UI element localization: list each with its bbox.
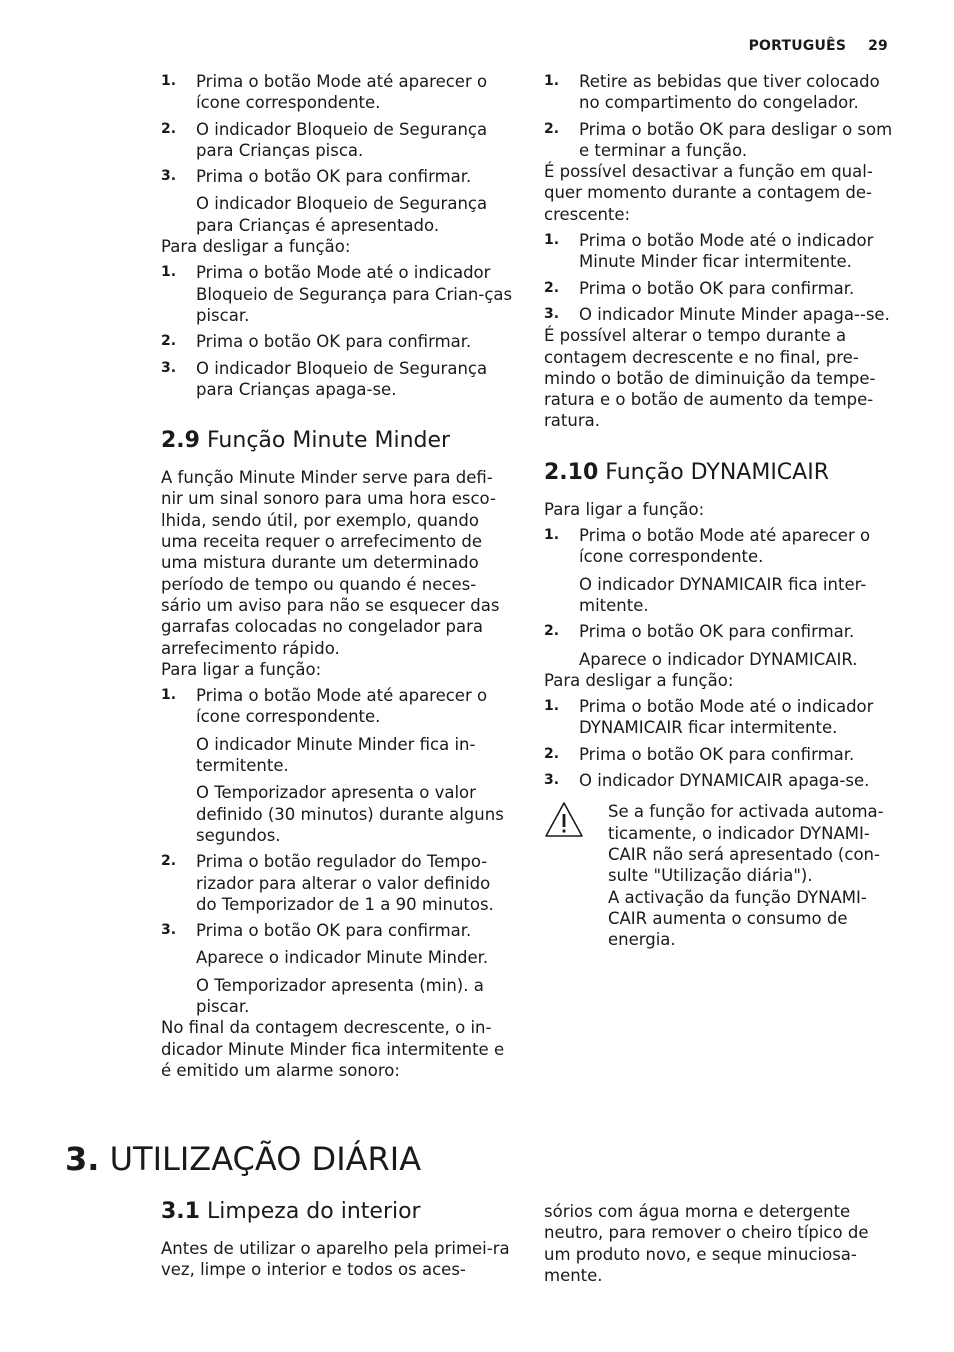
chapter-title: 3. UTILIZAÇÃO DIÁRIA	[65, 1140, 422, 1178]
left-column	[161, 71, 513, 1081]
list-item-note: O indicador DYNAMICAIR fica inter-mitente.	[579, 574, 867, 615]
paragraph: sórios com água morna e detergente neutro, para remover o cheiro típico de um produto novo, e seque minuciosa-mente.	[544, 1202, 869, 1285]
warning-text: A activação da função DYNAMI-CAIR aumenta o consumo de energia.	[608, 887, 867, 950]
paragraph: A função Minute Minder serve para defi-nir um sinal sonoro para uma hora esco-lhida, sendo útil, por exemplo, quando uma receita requer o arrefecimento de uma mistura durante um determinado período de tempo ou quando é neces-sário um aviso para não se esquecer das garrafas colocadas no congelador para arrefecimento rápido.	[161, 468, 500, 658]
list-item: 2. O indicador Bloqueio de Segurança para Crianças pisca.	[161, 119, 488, 160]
list-item: 1. Prima o botão Mode até o indicador Bloqueio de Segurança para Crian-ças piscar.	[161, 263, 513, 325]
page-number: 29	[868, 38, 888, 54]
list-item: 2. Prima o botão OK para confirmar.	[544, 278, 855, 298]
list-item: 1. Retire as bebidas que tiver colocado no compartimento do congelador.	[544, 72, 880, 113]
paragraph: É possível desactivar a função em qual-quer momento durante a contagem de-crescente:	[544, 162, 873, 224]
list-item: 3. O indicador Bloqueio de Segurança para Crianças apaga-se.	[161, 358, 488, 399]
list-item-note: O indicador Minute Minder fica in-termitente.	[196, 734, 476, 776]
list-item: 2. Prima o botão OK para confirmar.	[544, 744, 855, 764]
list-item: 1. Prima o botão Mode até o indicador DYNAMICAIR ficar intermitente.	[544, 697, 874, 738]
section-heading-2-10: 2.10 Função DYNAMICAIR	[544, 459, 829, 485]
warning-box	[544, 801, 896, 950]
list-item-note: Aparece o indicador Minute Minder.	[196, 948, 489, 968]
paragraph: Antes de utilizar o aparelho pela primei-ra vez, limpe o interior e todos os aces-	[161, 1239, 510, 1280]
section-heading-3-1: 3.1 Limpeza do interior	[161, 1199, 421, 1224]
paragraph: Para ligar a função:	[161, 659, 322, 679]
warning-text: Se a função for activada automa-ticamente, o indicador DYNAMI-CAIR não será apresentado (con-sulte "Utilização diária").	[608, 802, 884, 886]
list-item: 2. Prima o botão regulador do Tempo-rizador para alterar o valor definido do Temporizador de 1 a 90 minutos.	[161, 852, 494, 914]
list-item-note: O indicador Bloqueio de Segurança para Crianças é apresentado.	[196, 194, 488, 235]
list-item: 3. O indicador DYNAMICAIR apaga-se.	[544, 771, 870, 791]
list-item: 2. Prima o botão OK para confirmar.	[544, 622, 855, 642]
right-column	[544, 71, 896, 950]
warning-triangle-icon	[544, 801, 584, 839]
section-3-left	[161, 1198, 513, 1281]
list-item: 1. Prima o botão Mode até aparecer o ícone correspondente.	[161, 686, 488, 727]
page-header	[749, 38, 888, 54]
list-item: 2. Prima o botão OK para confirmar.	[161, 332, 472, 352]
paragraph: No final da contagem decrescente, o in-dicador Minute Minder fica intermitente e é emitido um alarme sonoro:	[161, 1018, 505, 1080]
list-item-note: O Temporizador apresenta (min). a piscar.	[196, 975, 484, 1016]
list-item-note: Aparece o indicador DYNAMICAIR.	[579, 649, 858, 669]
list-item-note: O Temporizador apresenta o valor definido (30 minutos) durante alguns segundos.	[196, 783, 504, 845]
list-item: 3. O indicador Minute Minder apaga--se.	[544, 304, 890, 324]
list-item: 1. Prima o botão Mode até o indicador Minute Minder ficar intermitente.	[544, 231, 874, 272]
list-item: 3. Prima o botão OK para confirmar.	[161, 167, 472, 187]
list-item: 1. Prima o botão Mode até aparecer o ícone correspondente.	[544, 526, 871, 567]
list-item: 1. Prima o botão Mode até aparecer o ícone correspondente.	[161, 72, 488, 113]
paragraph: Para desligar a função:	[544, 670, 734, 690]
paragraph: Para ligar a função:	[544, 499, 705, 519]
header-language: PORTUGUÊS	[748, 38, 847, 54]
list-item: 3. Prima o botão OK para confirmar.	[161, 921, 472, 941]
section-heading-2-9: 2.9 Função Minute Minder	[161, 428, 451, 454]
list-item: 2. Prima o botão OK para desligar o som e terminar a função.	[544, 119, 893, 160]
section-3-right	[544, 1201, 896, 1286]
paragraph: Para desligar a função:	[161, 237, 351, 257]
paragraph: É possível alterar o tempo durante a contagem decrescente e no final, pre-mindo o botão de diminuição da tempe-ratura e o botão de aumento da tempe-ratura.	[544, 326, 876, 431]
